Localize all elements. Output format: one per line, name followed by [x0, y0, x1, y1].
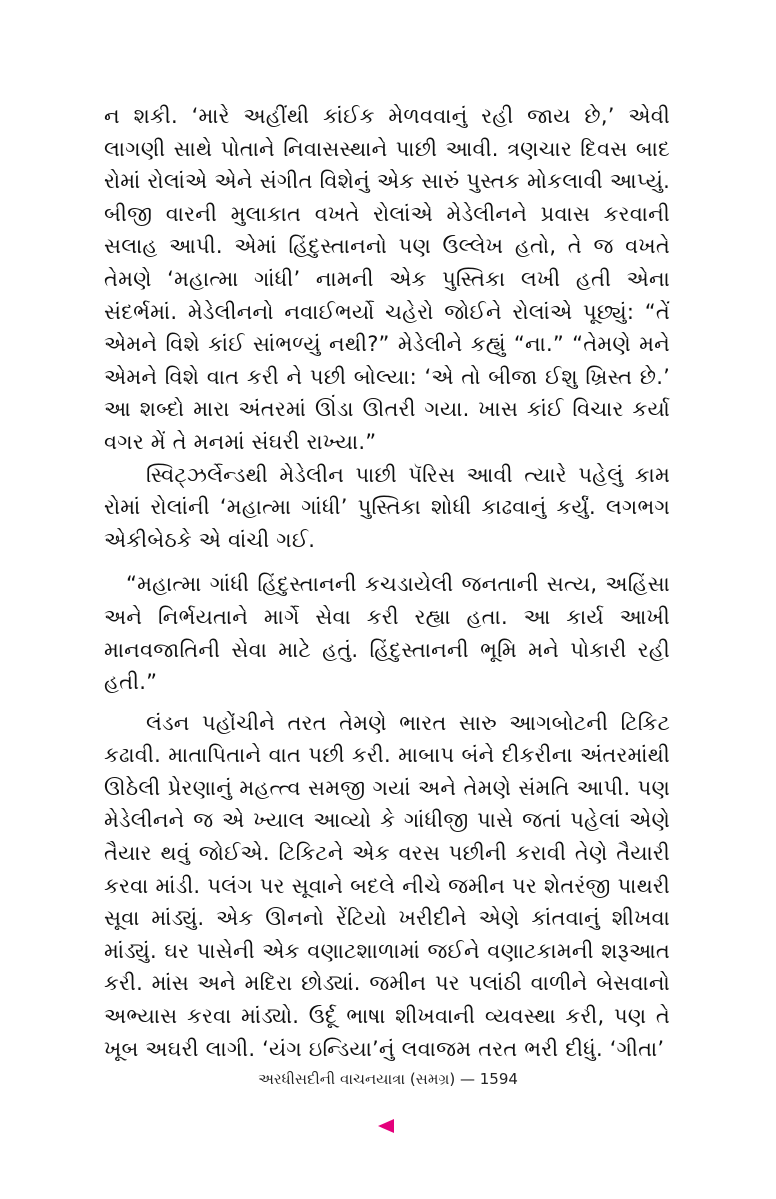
paragraph-4: લંડન પહોંચીને તરત તેમણે ભારત સારુ આગબોટની ટિકિટ કઢાવી. માતાપિતાને વાત પછી કરી. માબાપ બંને દીકરીના અંતરમાંથી ઊઠેલી પ્રેરણાનું મહત્ત્વ સમજી ગયાં અને તેમણે સંમતિ આપી. પણ મેડેલીનને જ એ ખ્યાલ આવ્યો કે ગાંધીજી પાસે જતાં પહેલાં એણે તૈયાર થવું જોઈએ. ટિકિટને એક વરસ પછીની કરાવી તેણે તૈયારી કરવા માંડી. પલંગ પર સૂવાને બદલે નીચે જમીન પર શેતરંજી પાથરી સૂવા માંડ્યું. એક ઊનનો રેંટિયો ખરીદીને એણે કાંતવાનું શીખવા માંડ્યું. ઘર પાસેની એક વણાટશાળામાં જઈને વણાટકામની શરૂઆત કરી. માંસ અને મદિરા છોડ્યાં. જમીન પર પલાંઠી વાળીને બેસવાનો અભ્યાસ કરવા માંડ્યો. ઉર્દૂ ભાષા શીખવાની વ્યવસ્થા કરી, પણ તે ખૂબ અઘરી લાગી. ‘યંગ ઇન્ડિયા’નું લવાજમ તરત ભરી દીધું. ‘ગીતા’ [104, 710, 670, 1061]
page-body [104, 100, 670, 1065]
page-footer: અરધીસદીની વાચનયાત્રા (સમગ્ર) — 1594 [258, 1070, 518, 1088]
paragraph-2: સ્વિટ્ઝર્લેન્ડથી મેડેલીન પાછી પૅરિસ આવી ત્યારે પહેલું કામ રોમાં રોલાંની ‘મહાત્મા ગાંધી’ પુસ્તિકા શોધી કાઢવાનું કર્યું. લગભગ એકીબેઠકે એ વાંચી ગઈ. [104, 462, 670, 552]
previous-page-arrow-icon[interactable] [378, 1119, 394, 1133]
paragraph-1: ન શકી. ‘મારે અહીંથી કાંઈક મેળવવાનું રહી જાય છે,’ એવી લાગણી સાથે પોતાને નિવાસસ્થાને પાછી આવી. ત્રણચાર દિવસ બાદ રોમાં રોલાંએ એને સંગીત વિશેનું એક સારું પુસ્તક મોકલાવી આપ્યું. બીજી વારની મુલાકાત વખતે રોલાંએ મેડેલીનને પ્રવાસ કરવાની સલાહ આપી. એમાં હિંદુસ્તાનનો પણ ઉલ્લેખ હતો, તે જ વખતે તેમણે ‘મહાત્મા ગાંધી’ નામની એક પુસ્તિકા લખી હતી એના સંદર્ભમાં. મેડેલીનનો નવાઈભર્યો ચહેરો જોઈને રોલાંએ પૂછ્યું: “તેં એમને વિશે કાંઈ સાંભળ્યું નથી?” મેડેલીને કહ્યું “ના.” “તેમણે મને એમને વિશે વાત કરી ને પછી બોલ્યા: ‘એ તો બીજા ઈશુ ખ્રિસ્ત છે.’ આ શબ્દો મારા અંતરમાં ઊંડા ઊતરી ગયા. ખાસ કાંઈ વિચાર કર્યા વગર મેં તે મનમાં સંઘરી રાખ્યા.” [104, 104, 670, 454]
paragraph-quote: “મહાત્મા ગાંધી હિંદુસ્તાનની કચડાયેલી જનતાની સત્ય, અહિંસા અને નિર્ભયતાને માર્ગે સેવા કરી રહ્યા હતા. આ કાર્ય આખી માનવજાતિની સેવા માટે હતું. હિંદુસ્તાનની ભૂમિ મને પોકારી રહી હતી.” [104, 572, 670, 695]
